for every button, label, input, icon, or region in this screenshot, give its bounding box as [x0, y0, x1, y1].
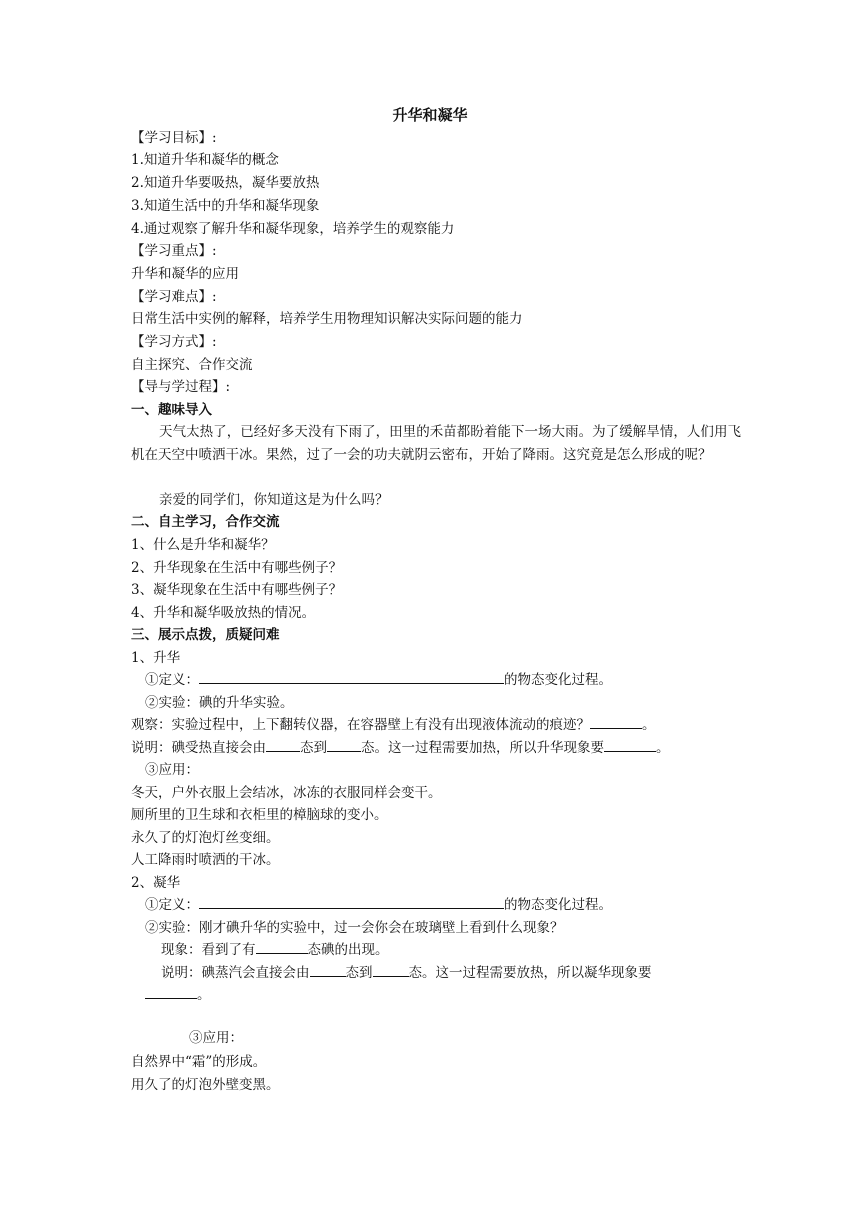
document-title: 升华和凝华	[392, 106, 468, 124]
deposition-experiment: ②实验：刚才碘升华的实验中，过一会你会在玻璃壁上看到什么现象？	[145, 920, 564, 936]
key-points-text: 升华和凝华的应用	[131, 266, 239, 282]
definition-blank[interactable]	[199, 894, 504, 909]
objective-item: 1.知道升华和凝华的概念	[131, 152, 279, 168]
sublimation-app: 厕所里的卫生球和衣柜里的樟脑球的变小。	[131, 807, 388, 823]
intro-question: 亲爱的同学们，你知道这是为什么吗？	[159, 492, 389, 508]
heat-blank[interactable]	[604, 737, 656, 752]
objectives-heading: 【学习目标】:	[131, 130, 217, 146]
deposition-explanation-end: 。	[131, 984, 741, 1006]
section2-item: 1、什么是升华和凝华？	[131, 537, 275, 553]
section1-heading: 一、趣味导入	[131, 402, 212, 418]
deposition-heading: 2、凝华	[131, 875, 181, 891]
method-text: 自主探究、合作交流	[131, 357, 253, 373]
deposition-app: 用久了的灯泡外壁变黑。	[131, 1077, 280, 1093]
section2-item: 2、升华现象在生活中有哪些例子？	[131, 560, 343, 576]
sublimation-app: 冬天，户外衣服上会结冰，冰冻的衣服同样会变干。	[131, 785, 442, 801]
sublimation-heading: 1、升华	[131, 650, 181, 666]
section2-item: 4、升华和凝华吸放热的情况。	[131, 605, 316, 621]
state-blank[interactable]	[327, 737, 361, 752]
heat-blank[interactable]	[145, 984, 197, 999]
deposition-definition: ①定义： 的物态变化过程。	[145, 894, 755, 916]
state-blank[interactable]	[373, 962, 409, 977]
sublimation-app: 人工降雨时喷洒的干冰。	[131, 852, 280, 868]
sublimation-observation: 观察：实验过程中，上下翻转仪器，在容器壁上有没有出现液体流动的痕迹？ 。	[131, 714, 741, 736]
objective-item: 2.知道升华要吸热，凝华要放热	[131, 175, 320, 191]
state-blank[interactable]	[310, 962, 346, 977]
sublimation-app: 永久了的灯泡灯丝变细。	[131, 830, 280, 846]
state-blank[interactable]	[256, 939, 308, 954]
deposition-app: 自然界中“霜”的形成。	[131, 1054, 267, 1070]
sublimation-definition: ①定义： 的物态变化过程。	[145, 669, 755, 691]
observation-blank[interactable]	[590, 714, 642, 729]
deposition-explanation: 说明：碘蒸汽会直接会由 态到 态。这一过程需要放热，所以凝华现象要	[161, 962, 771, 984]
key-points-heading: 【学习重点】:	[131, 243, 217, 259]
process-heading: 【导与学过程】:	[131, 379, 231, 395]
deposition-phenomenon: 现象：看到了有 态碘的出现。	[161, 939, 771, 961]
objective-item: 4.通过观察了解升华和凝华现象，培养学生的观察能力	[131, 221, 455, 237]
definition-blank[interactable]	[199, 669, 504, 684]
difficulties-heading: 【学习难点】:	[131, 289, 217, 305]
section3-heading: 三、展示点拨，质疑问难	[131, 627, 280, 643]
objective-item: 3.知道生活中的升华和凝华现象	[131, 198, 320, 214]
method-heading: 【学习方式】:	[131, 334, 217, 350]
intro-paragraph-text: 天气太热了，已经好多天没有下雨了，田里的禾苗都盼着能下一场大雨。为了缓解旱情，人们用飞机在天空中喷洒干冰。果然，过了一会的功夫就阴云密布，开始了降雨。这究竟是怎么形成的呢？	[131, 424, 741, 463]
state-blank[interactable]	[266, 737, 300, 752]
section2-item: 3、凝华现象在生活中有哪些例子？	[131, 582, 343, 598]
sublimation-experiment: ②实验：碘的升华实验。	[145, 695, 294, 711]
sublimation-explanation: 说明：碘受热直接会由 态到 态。这一过程需要加热，所以升华现象要 。	[131, 737, 741, 759]
sublimation-app-heading: ③应用：	[145, 762, 199, 778]
section2-heading: 二、自主学习，合作交流	[131, 514, 280, 530]
intro-paragraph	[131, 421, 741, 466]
deposition-app-heading: ③应用：	[189, 1030, 243, 1046]
difficulties-text: 日常生活中实例的解释，培养学生用物理知识解决实际问题的能力	[131, 311, 523, 327]
